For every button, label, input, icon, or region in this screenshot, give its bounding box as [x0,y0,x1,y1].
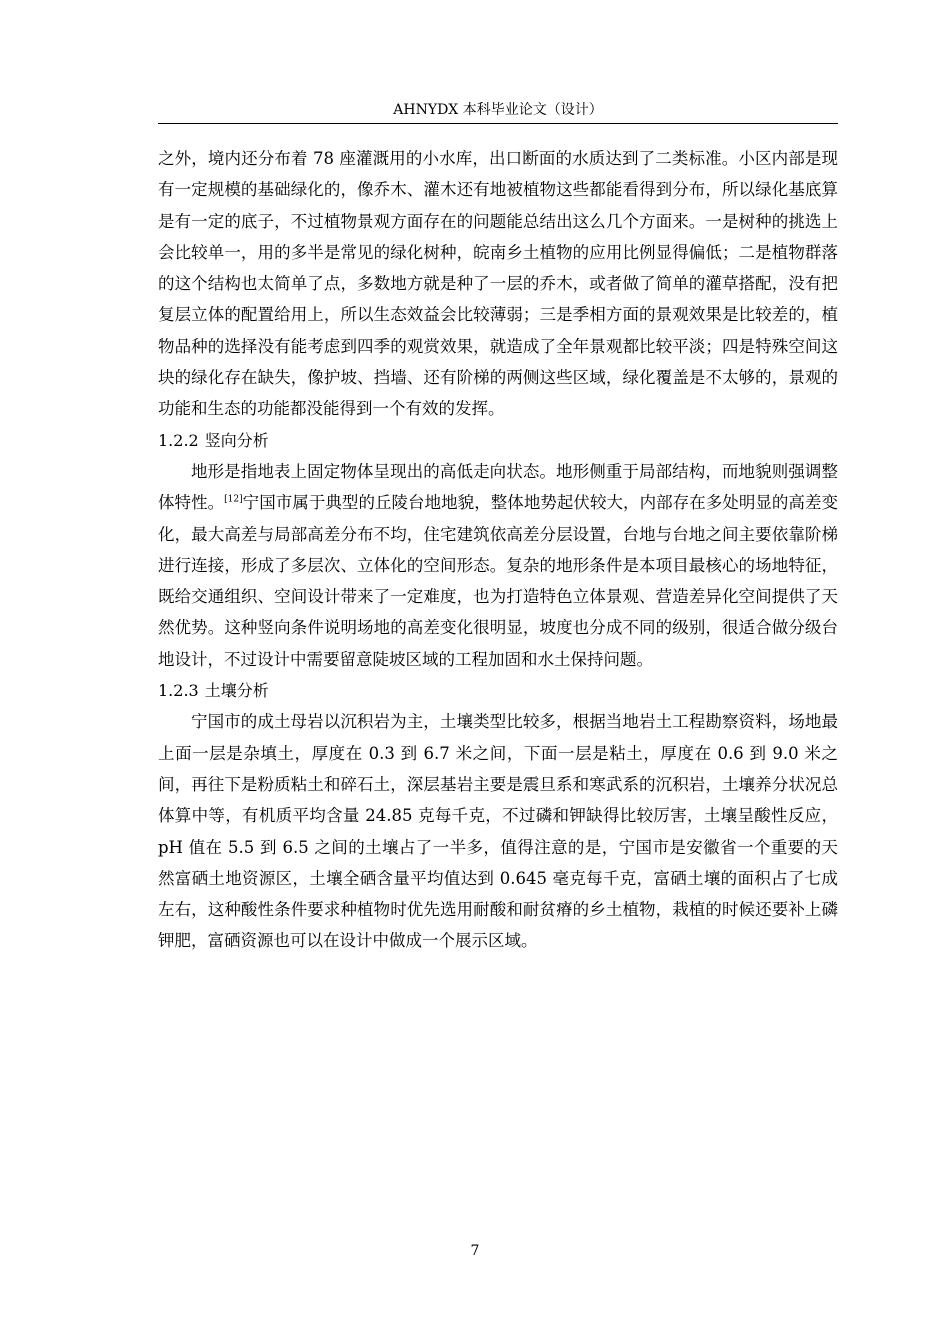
citation-ref: [12] [224,494,243,505]
page-body [158,143,838,957]
paragraph-soil-analysis: 宁国市的成土母岩以沉积岩为主，土壤类型比较多，根据当地岩土工程勘察资料，场地最上面一层是杂填土，厚度在 0.3 到 6.7 米之间，下面一层是粘土，厚度在 0.6 到 9.0 米之间，再往下是粉质粘土和碎石土，深层基岩主要是震旦系和寒武系的沉积岩，土壤养分状况总体算中等，有机质平均含量 24.85 克每千克，不过磷和钾缺得比较厉害，土壤呈酸性反应，pH 值在 5.5 到 6.5 之间的土壤占了一半多，值得注意的是，宁国市是安徽省一个重要的天然富硒土地资源区，土壤全硒含量平均值达到 0.645 毫克每千克，富硒土壤的面积占了七成左右，这种酸性条件要求种植物时优先选用耐酸和耐贫瘠的乡土植物，栽植的时候还要补上磷钾肥，富硒资源也可以在设计中做成一个展示区域。 [158,712,838,951]
page-number: 7 [470,1243,480,1259]
paragraph-intro: 之外，境内还分布着 78 座灌溉用的小水库，出口断面的水质达到了二类标准。小区内部是现有一定规模的基础绿化的，像乔木、灌木还有地被植物这些都能看得到分布，所以绿化基底算是有一定的底子，不过植物景观方面存在的问题能总结出这么几个方面来。一是树种的挑选上会比较单一，用的多半是常见的绿化树种，皖南乡土植物的应用比例显得偏低；二是植物群落的这个结构也太简单了点，多数地方就是种了一层的乔木，或者做了简单的灌草搭配，没有把复层立体的配置给用上，所以生态效益会比较薄弱；三是季相方面的景观效果是比较差的，植物品种的选择没有能考虑到四季的观赏效果，就造成了全年景观都比较平淡；四是特殊空间这块的绿化存在缺失，像护坡、挡墙、还有阶梯的两侧这些区域，绿化覆盖是不太够的，景观的功能和生态的功能都没能得到一个有效的发挥。 [158,149,838,419]
section-heading-soil [158,675,838,706]
text-segment: 地形是指地表上固定物体呈现出的高低走向状态。地形侧重于局部结构，而地貌则强调整体特性。 [158,461,838,513]
running-header: AHNYDX 本科毕业论文（设计） [393,102,603,118]
section-heading-vertical [158,425,838,456]
section-title: 土壤分析 [204,681,269,701]
section-number: 1.2.3 [158,681,199,701]
section-number: 1.2.2 [158,430,199,450]
section-title: 竖向分析 [204,430,269,450]
text-segment: 宁国市属于典型的丘陵台地地貌，整体地势起伏较大，内部存在多处明显的高差变化，最大高差与局部高差分布不均，住宅建筑依高差分层设置，台地与台地之间主要依靠阶梯进行连接，形成了多层次、立体化的空间形态。复杂的地形条件是本项目最核心的场地特征，既给交通组织、空间设计带来了一定难度，也为打造特色立体景观、营造差异化空间提供了天然优势。这种竖向条件说明场地的高差变化很明显，坡度也分成不同的级别，很适合做分级台地设计，不过设计中需要留意陡坡区域的工程加固和水土保持问题。 [158,493,839,669]
header-rule [158,123,838,124]
paragraph-vertical-analysis [158,456,838,675]
